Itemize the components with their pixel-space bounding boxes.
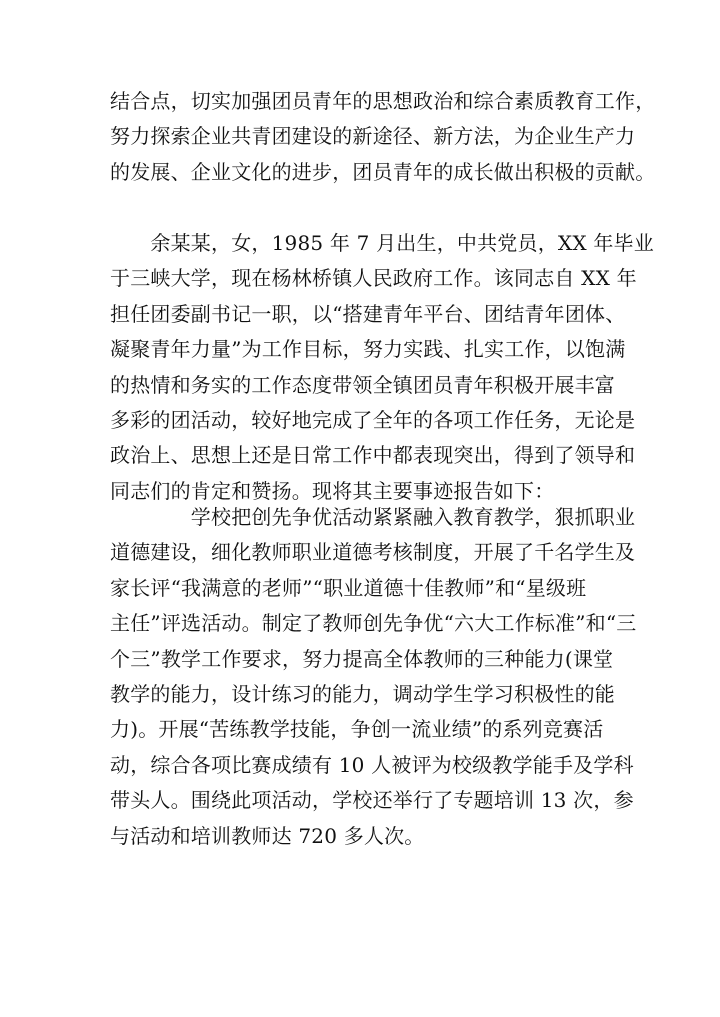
text-line: 教学的能力，设计练习的能力，调动学生学习积极性的能 — [110, 681, 615, 706]
text-line: 努力探索企业共青团建设的新途径、新方法，为企业生产力 — [110, 124, 636, 149]
text-line: 结合点，切实加强团员青年的思想政治和综合素质教育工作， — [110, 89, 656, 113]
text-line: 动，综合各项比赛成绩有 10 人被评为校级教学能手及学科 — [110, 752, 634, 777]
text-line: 余某某，女，1985 年 7 月出生，中共党员，XX 年毕业 — [110, 231, 654, 255]
text-line: 的热情和务实的工作态度带领全镇团员青年积极开展丰富 — [110, 372, 615, 397]
paragraph-1 — [110, 84, 656, 190]
text-line: 主任”评选活动。制定了教师创先争优“六大工作标准”和“三 — [110, 611, 637, 636]
text-line: 同志们的肯定和赞扬。现将其主要事迹报告如下： — [110, 478, 555, 503]
text-line: 于三峡大学，现在杨林桥镇人民政府工作。该同志自 XX 年 — [110, 266, 637, 291]
text-line: 带头人。围绕此项活动，学校还举行了专题培训 13 次，参 — [110, 788, 634, 813]
text-line: 家长评“我满意的老师”“职业道德十佳教师”和“星级班 — [110, 575, 587, 600]
text-line: 担任团委副书记一职，以“搭建青年平台、团结青年团体、 — [110, 301, 626, 326]
paragraph-3 — [110, 500, 637, 854]
text-line: 多彩的团活动，较好地完成了全年的各项工作任务，无论是 — [110, 407, 636, 432]
text-line: 学校把创先争优活动紧紧融入教育教学，狠抓职业 — [110, 505, 636, 529]
text-line: 的发展、企业文化的进步，团员青年的成长做出积极的贡献。 — [110, 159, 656, 184]
text-line: 力)。开展“苦练教学技能，争创一流业绩”的系列竞赛活 — [110, 717, 604, 742]
text-line: 个三”教学工作要求，努力提高全体教师的三种能力(课堂 — [110, 646, 614, 671]
paragraph-2 — [110, 226, 654, 509]
text-line: 道德建设，细化教师职业道德考核制度，开展了千名学生及 — [110, 540, 636, 565]
text-line: 凝聚青年力量”为工作目标，努力实践、扎实工作，以饱满 — [110, 337, 626, 362]
text-line: 政治上、思想上还是日常工作中都表现突出，得到了领导和 — [110, 443, 636, 468]
text-line: 与活动和培训教师达 720 多人次。 — [110, 823, 425, 848]
